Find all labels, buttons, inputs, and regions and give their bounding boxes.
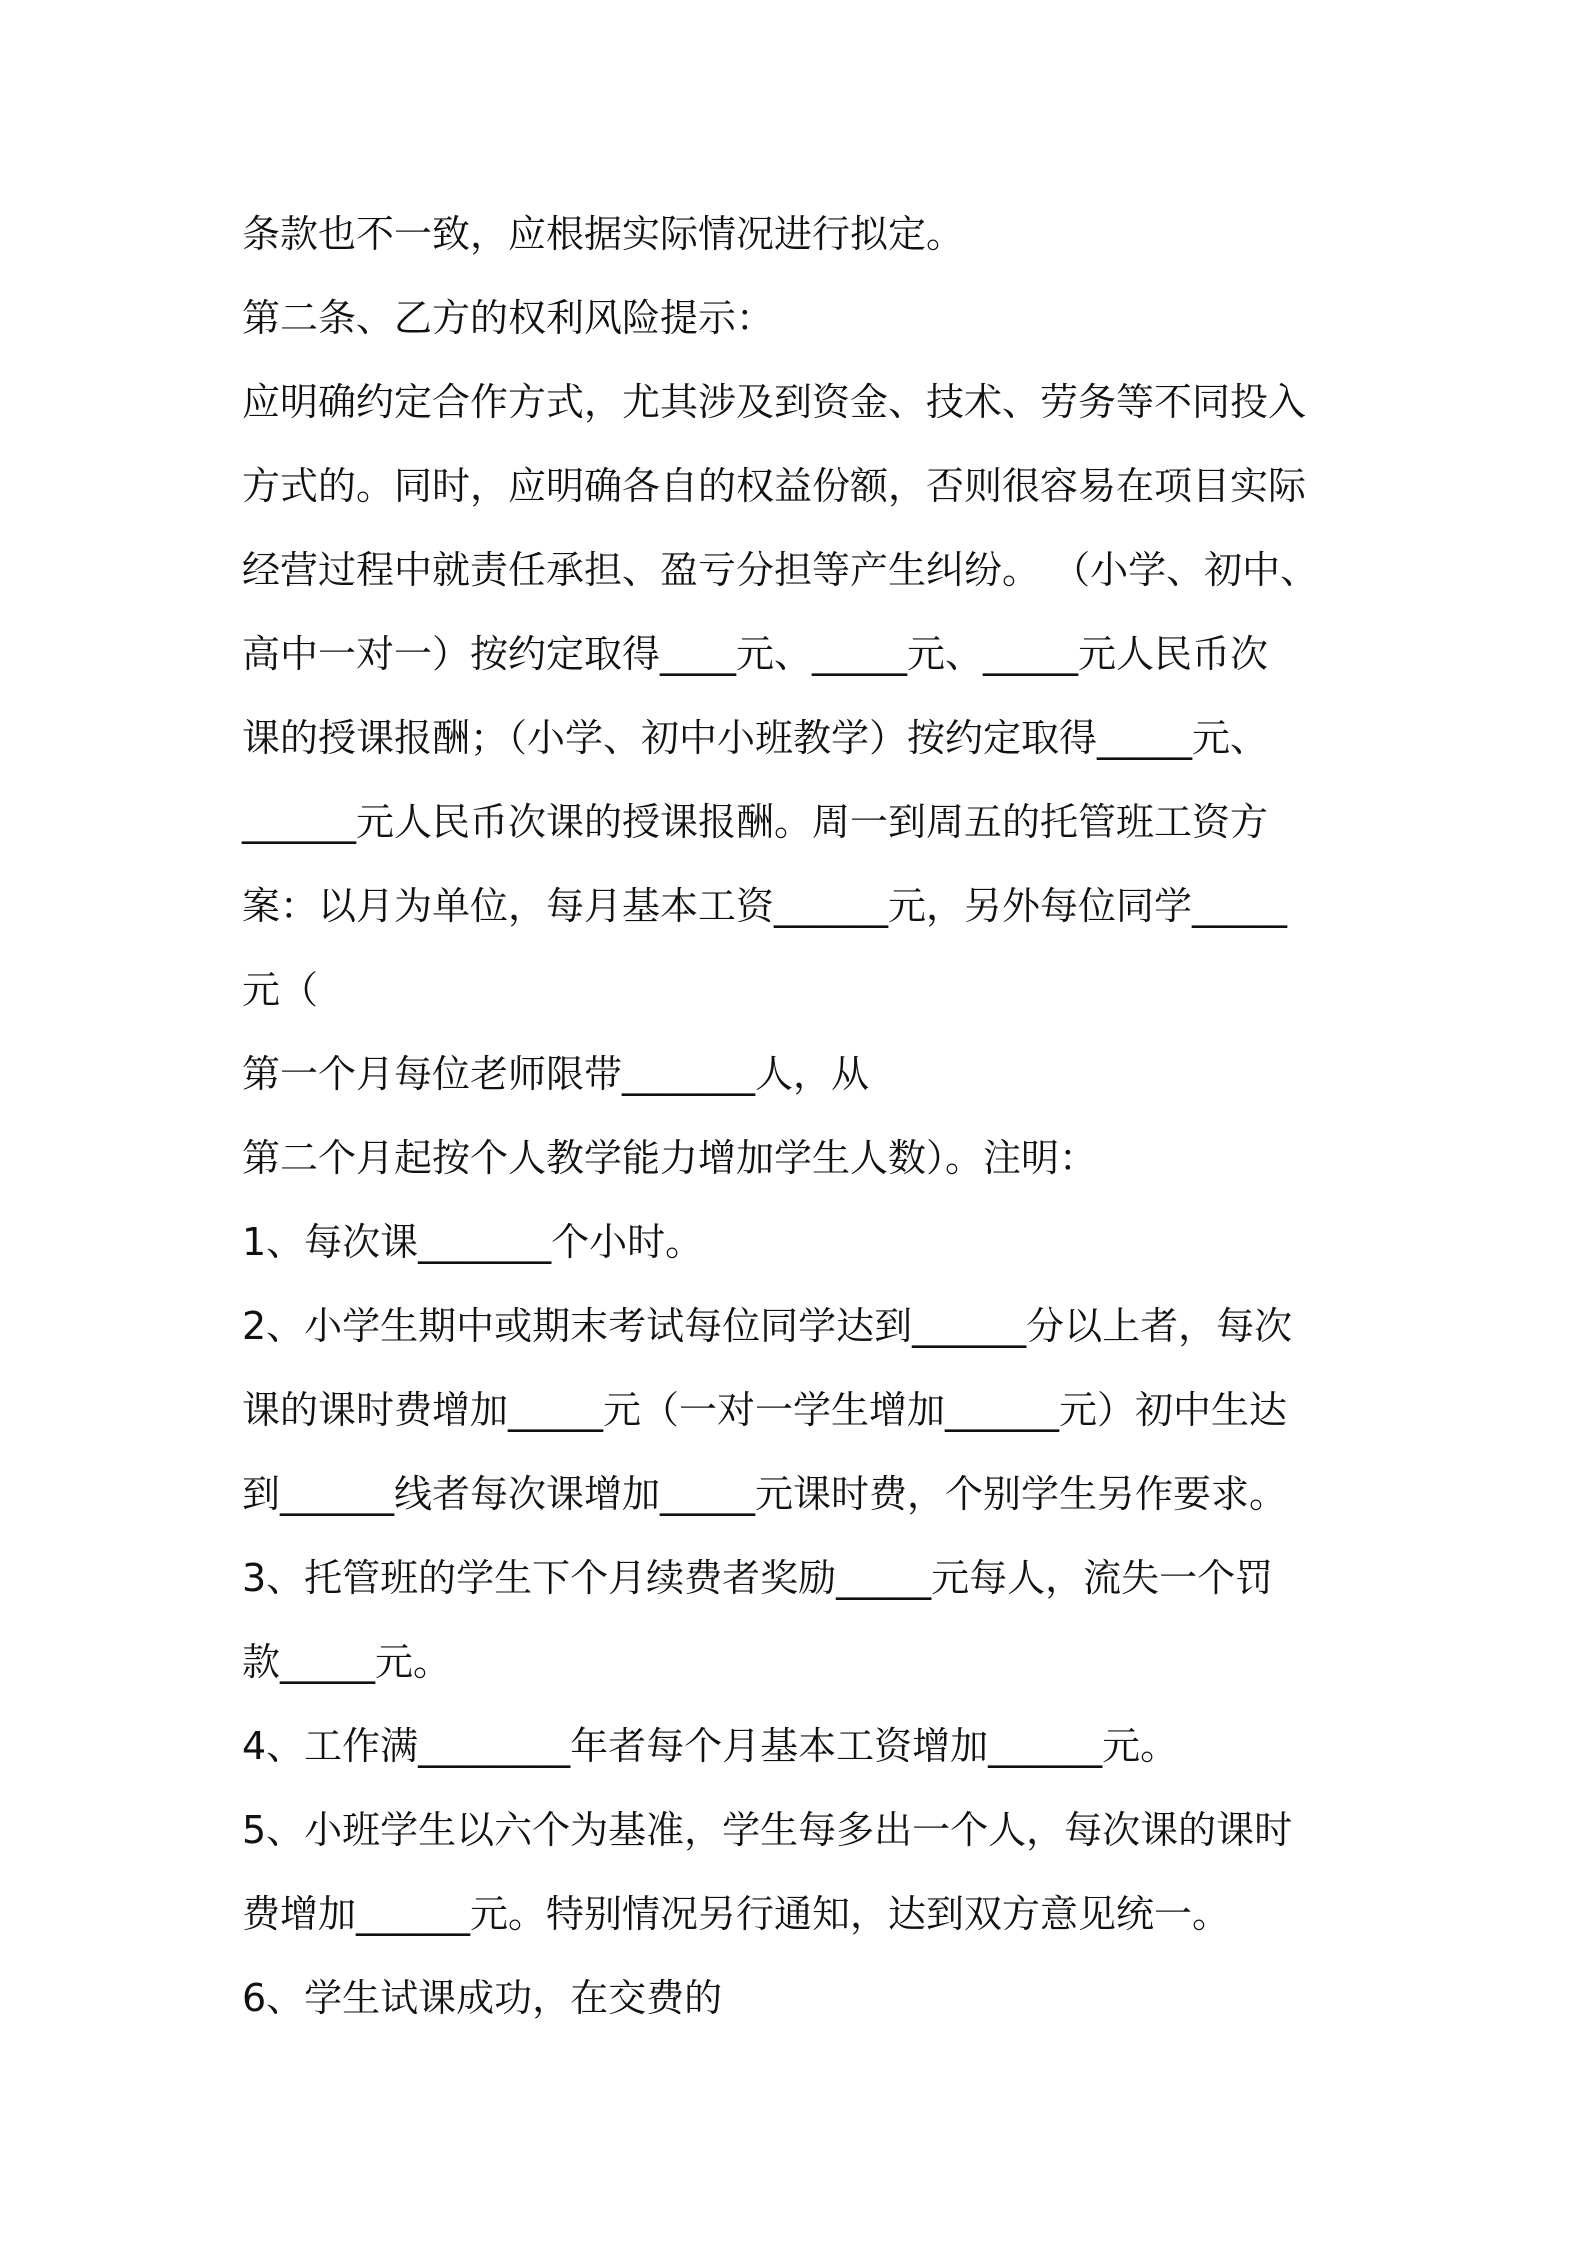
section-heading: 第二条、乙方的权利风险提示：	[242, 296, 775, 340]
text-line: 高中一对一）按约定取得____元、_____元、_____元人民币次	[242, 632, 1269, 676]
text-line: 课的授课报酬；（小学、初中小班教学）按约定取得_____元、	[242, 716, 1269, 760]
text-line: 案：以月为单位，每月基本工资______元，另外每位同学_____	[242, 884, 1288, 928]
text-line: 课的课时费增加_____元（一对一学生增加______元）初中生达	[242, 1388, 1288, 1432]
text-line: 费增加______元。特别情况另行通知，达到双方意见统一。	[242, 1892, 1231, 1936]
text-line: 经营过程中就责任承担、盈亏分担等产生纠纷。 （小学、初中、	[242, 548, 1319, 592]
document-body	[242, 192, 1370, 2040]
list-item: 6、学生试课成功，在交费的	[242, 1976, 723, 2020]
text-line: 应明确约定合作方式，尤其涉及到资金、技术、劳务等不同投入	[242, 380, 1307, 424]
list-item: 2、小学生期中或期末考试每位同学达到______分以上者，每次	[242, 1304, 1293, 1348]
list-item: 5、小班学生以六个为基准，学生每多出一个人，每次课的课时	[242, 1808, 1293, 1852]
list-item: 4、工作满________年者每个月基本工资增加______元。	[242, 1724, 1179, 1768]
list-item: 3、托管班的学生下个月续费者奖励_____元每人，流失一个罚	[242, 1556, 1274, 1600]
list-item: 1、每次课_______个小时。	[242, 1220, 704, 1264]
text-line: ______元人民币次课的授课报酬。周一到周五的托管班工资方	[242, 800, 1269, 844]
text-line: 条款也不一致，应根据实际情况进行拟定。	[242, 212, 965, 256]
text-line: 第一个月每位老师限带_______人，从	[242, 1052, 870, 1096]
text-line: 到______线者每次课增加_____元课时费，个别学生另作要求。	[242, 1472, 1288, 1516]
text-line: 元（	[242, 968, 319, 1012]
text-line: 款_____元。	[242, 1640, 452, 1684]
text-line: 方式的。同时，应明确各自的权益份额，否则很容易在项目实际	[242, 464, 1307, 508]
text-line: 第二个月起按个人教学能力增加学生人数）。注明：	[242, 1136, 1098, 1180]
